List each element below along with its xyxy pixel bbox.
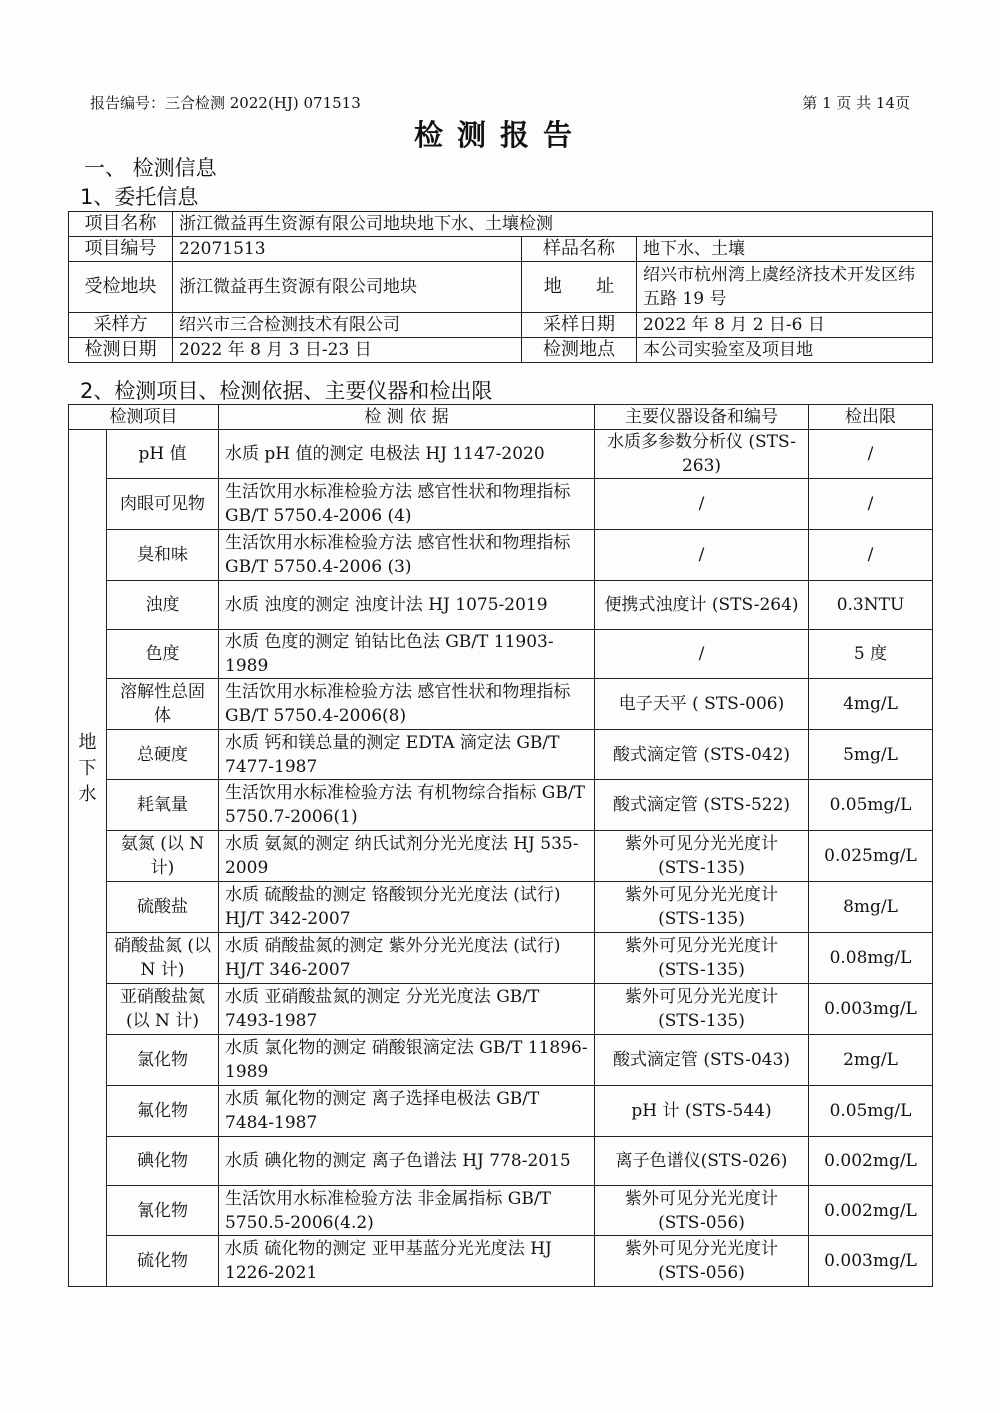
cell-item: 氰化物 (107, 1186, 219, 1236)
cell-limit: 2mg/L (809, 1035, 933, 1086)
cell-basis: 水质 氟化物的测定 离子选择电极法 GB/T 7484-1987 (219, 1086, 595, 1137)
cell-basis: 水质 氯化物的测定 硝酸银滴定法 GB/T 11896-1989 (219, 1035, 595, 1086)
entrust-table (68, 211, 933, 363)
sample-date-label: 采样日期 (522, 313, 637, 338)
table-row (69, 984, 933, 1035)
cell-instrument: 紫外可见分光光度计 (STS-135) (595, 882, 809, 933)
table-row (69, 933, 933, 984)
cell-basis: 水质 硫酸盐的测定 铬酸钡分光光度法 (试行) HJ/T 342-2007 (219, 882, 595, 933)
cell-instrument: pH 计 (STS-544) (595, 1086, 809, 1137)
cell-item: 浊度 (107, 581, 219, 630)
cell-instrument: 水质多参数分析仪 (STS-263) (595, 430, 809, 479)
cell-item: 硫酸盐 (107, 882, 219, 933)
cell-item: pH 值 (107, 430, 219, 479)
cell-limit: / (809, 479, 933, 530)
test-date-value: 2022 年 8 月 3 日-23 日 (173, 338, 522, 363)
group-char: 水 (78, 784, 97, 805)
cell-instrument: 酸式滴定管 (STS-522) (595, 780, 809, 831)
project-name-label: 项目名称 (69, 212, 173, 237)
cell-instrument: 紫外可见分光光度计 (STS-056) (595, 1186, 809, 1236)
cell-basis: 水质 硫化物的测定 亚甲基蓝分光光度法 HJ 1226-2021 (219, 1236, 595, 1287)
page-indicator: 第 1 页 共 14页 (802, 94, 910, 112)
cell-item: 氯化物 (107, 1035, 219, 1086)
cell-limit: 0.05mg/L (809, 780, 933, 831)
table-row (69, 430, 933, 479)
cell-item: 总硬度 (107, 730, 219, 780)
cell-limit: 0.003mg/L (809, 984, 933, 1035)
cell-basis: 生活饮用水标准检验方法 有机物综合指标 GB/T 5750.7-2006(1) (219, 780, 595, 831)
table-row (69, 882, 933, 933)
cell-item: 硫化物 (107, 1236, 219, 1287)
table-row (69, 530, 933, 581)
report-number: 报告编号：三合检测 2022(HJ) 071513 (90, 94, 361, 112)
sample-name-label: 样品名称 (522, 237, 637, 262)
cell-instrument: 紫外可见分光光度计 (STS-135) (595, 831, 809, 882)
cell-limit: 5mg/L (809, 730, 933, 780)
cell-item: 氨氮 (以 N 计) (107, 831, 219, 882)
cell-limit: 0.025mg/L (809, 831, 933, 882)
table-row (69, 730, 933, 780)
table-row (69, 1086, 933, 1137)
table-row (69, 1186, 933, 1236)
page-title: 检测报告 (413, 118, 586, 152)
cell-instrument: / (595, 630, 809, 679)
cell-item: 溶解性总固体 (107, 679, 219, 730)
cell-basis: 水质 碘化物的测定 离子色谱法 HJ 778-2015 (219, 1137, 595, 1186)
cell-instrument: 电子天平 ( STS-006) (595, 679, 809, 730)
table-row (69, 581, 933, 630)
cell-item: 硝酸盐氮 (以 N 计) (107, 933, 219, 984)
table-row (69, 831, 933, 882)
cell-limit: 5 度 (809, 630, 933, 679)
cell-item: 肉眼可见物 (107, 479, 219, 530)
table-row (69, 479, 933, 530)
table-row (69, 679, 933, 730)
cell-instrument: 离子色谱仪(STS-026) (595, 1137, 809, 1186)
cell-basis: 水质 亚硝酸盐氮的测定 分光光度法 GB/T 7493-1987 (219, 984, 595, 1035)
header-basis: 检 测 依 据 (219, 405, 595, 430)
cell-limit: 0.05mg/L (809, 1086, 933, 1137)
cell-basis: 水质 pH 值的测定 电极法 HJ 1147-2020 (219, 430, 595, 479)
table-row (69, 1236, 933, 1287)
cell-instrument: 酸式滴定管 (STS-043) (595, 1035, 809, 1086)
cell-item: 碘化物 (107, 1137, 219, 1186)
cell-limit: 0.002mg/L (809, 1137, 933, 1186)
header-limit: 检出限 (809, 405, 933, 430)
table-row (69, 630, 933, 679)
sampler-value: 绍兴市三合检测技术有限公司 (173, 313, 522, 338)
cell-basis: 水质 硝酸盐氮的测定 紫外分光光度法 (试行) HJ/T 346-2007 (219, 933, 595, 984)
cell-basis: 生活饮用水标准检验方法 感官性状和物理指标 GB/T 5750.4-2006(8) (219, 679, 595, 730)
table-row (69, 780, 933, 831)
cell-limit: / (809, 530, 933, 581)
group-label-groundwater (69, 430, 107, 1287)
address-value: 绍兴市杭州湾上虞经济技术开发区纬五路 19 号 (637, 262, 933, 313)
project-no-label: 项目编号 (69, 237, 173, 262)
cell-limit: 8mg/L (809, 882, 933, 933)
address-label: 地 址 (522, 262, 637, 313)
group-char: 下 (78, 758, 97, 779)
cell-basis: 水质 钙和镁总量的测定 EDTA 滴定法 GB/T 7477-1987 (219, 730, 595, 780)
cell-basis: 生活饮用水标准检验方法 非金属指标 GB/T 5750.5-2006(4.2) (219, 1186, 595, 1236)
cell-instrument: 酸式滴定管 (STS-042) (595, 730, 809, 780)
cell-instrument: 便携式浊度计 (STS-264) (595, 581, 809, 630)
test-date-label: 检测日期 (69, 338, 173, 363)
cell-basis: 水质 浊度的测定 浊度计法 HJ 1075-2019 (219, 581, 595, 630)
sampler-label: 采样方 (69, 313, 173, 338)
cell-item: 耗氧量 (107, 780, 219, 831)
method-table (68, 404, 933, 1287)
site-label: 受检地块 (69, 262, 173, 313)
project-no-value: 22071513 (173, 237, 522, 262)
cell-basis: 生活饮用水标准检验方法 感官性状和物理指标 GB/T 5750.4-2006 (3) (219, 530, 595, 581)
cell-limit: / (809, 430, 933, 479)
cell-instrument: 紫外可见分光光度计 (STS-056) (595, 1236, 809, 1287)
cell-item: 臭和味 (107, 530, 219, 581)
cell-limit: 0.3NTU (809, 581, 933, 630)
project-name-value: 浙江微益再生资源有限公司地块地下水、土壤检测 (173, 212, 933, 237)
table-row (69, 1035, 933, 1086)
group-char: 地 (78, 732, 97, 753)
cell-basis: 水质 色度的测定 铂钴比色法 GB/T 11903-1989 (219, 630, 595, 679)
cell-limit: 4mg/L (809, 679, 933, 730)
cell-basis: 水质 氨氮的测定 纳氏试剂分光光度法 HJ 535-2009 (219, 831, 595, 882)
section-heading-1-1: 1、委托信息 (80, 185, 199, 209)
cell-instrument: 紫外可见分光光度计 (STS-135) (595, 984, 809, 1035)
section-heading-1: 一、 检测信息 (84, 156, 217, 180)
sample-name-value: 地下水、土壤 (637, 237, 933, 262)
cell-basis: 生活饮用水标准检验方法 感官性状和物理指标 GB/T 5750.4-2006 (4) (219, 479, 595, 530)
table-row (69, 1137, 933, 1186)
cell-limit: 0.003mg/L (809, 1236, 933, 1287)
site-value: 浙江微益再生资源有限公司地块 (173, 262, 522, 313)
cell-item: 氟化物 (107, 1086, 219, 1137)
cell-limit: 0.002mg/L (809, 1186, 933, 1236)
cell-item: 亚硝酸盐氮 (以 N 计) (107, 984, 219, 1035)
header-item: 检测项目 (69, 405, 219, 430)
cell-item: 色度 (107, 630, 219, 679)
cell-instrument: / (595, 479, 809, 530)
test-place-label: 检测地点 (522, 338, 637, 363)
cell-instrument: 紫外可见分光光度计 (STS-135) (595, 933, 809, 984)
test-place-value: 本公司实验室及项目地 (637, 338, 933, 363)
cell-limit: 0.08mg/L (809, 933, 933, 984)
sample-date-value: 2022 年 8 月 2 日-6 日 (637, 313, 933, 338)
cell-instrument: / (595, 530, 809, 581)
section-heading-2: 2、检测项目、检测依据、主要仪器和检出限 (80, 379, 493, 403)
header-instrument: 主要仪器设备和编号 (595, 405, 809, 430)
